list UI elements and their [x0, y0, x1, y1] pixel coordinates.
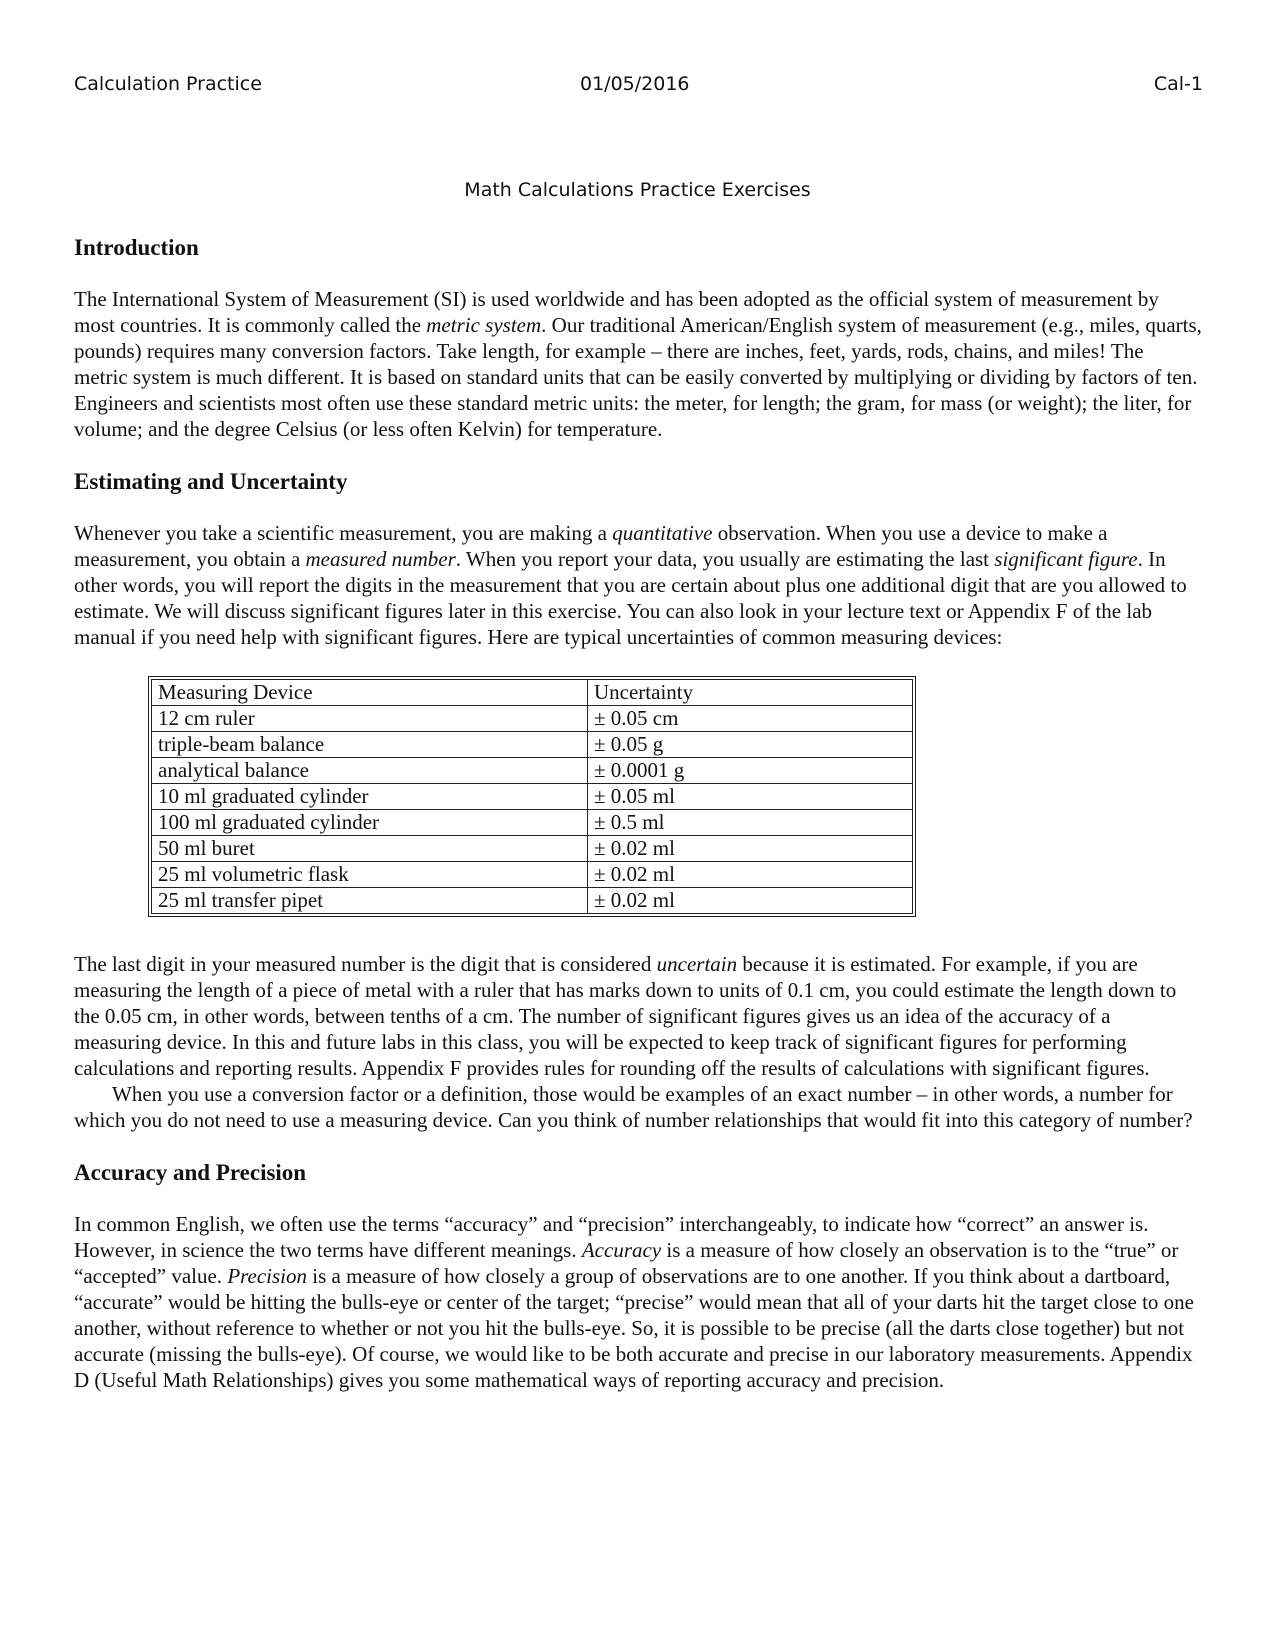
text-run: is a measure of how closely a group of observations are to one another. If you think about a dartboard, “accurate” would be hitting the bulls-eye or center of the target; “precise” would mean that all of your darts hit the target close to one another, without reference to whether or not you hit the bulls-eye. So, it is possible to be precise (all the darts close together) but not accurate (missing the bulls-eye). Of course, we would like to be both accurate and precise in our laboratory measurements. Appendix D (Useful Math Relationships) gives you some mathematical ways of reporting accuracy and precision.	[74, 1264, 1194, 1392]
uncertainty-cell: ± 0.05 g	[588, 732, 913, 758]
document-body	[74, 234, 1202, 1393]
device-cell: 25 ml transfer pipet	[152, 888, 588, 914]
uncertainty-table-frame	[148, 676, 916, 917]
document-title: Math Calculations Practice Exercises	[464, 179, 811, 201]
table-row	[152, 810, 913, 836]
uncertainty-table	[151, 679, 913, 914]
table-row	[152, 888, 913, 914]
emphasis-text: Accuracy	[581, 1238, 662, 1262]
device-cell: triple-beam balance	[152, 732, 588, 758]
text-run: In common English, we often use the terms “accuracy” and “precision” interchangeably, to indicate how “correct” an answer is. However, in science the two terms have different meanings.	[74, 1212, 1149, 1262]
table-row	[152, 732, 913, 758]
header-page-code: Cal-1	[1153, 73, 1203, 95]
text-run: . When you report your data, you usually are estimating the last	[455, 547, 995, 571]
text-run: observation. When you use a device to make a measurement, you obtain a	[74, 521, 1108, 571]
uncertainty-cell: ± 0.02 ml	[588, 862, 913, 888]
text-run: . Our traditional American/English system of measurement (e.g., miles, quarts, pounds) requires many conversion factors. Take length, for example – there are inches, feet, yards, rods, chains, and miles! The metric system is much different. It is based on standard units that can be easily converted by multiplying or dividing by factors of ten. Engineers and scientists most often use these standard metric units: the meter, for length; the gram, for mass (or weight); the liter, for volume; and the degree Celsius (or less often Kelvin) for temperature.	[74, 313, 1202, 441]
text-run: because it is estimated. For example, if you are measuring the length of a piece of metal with a ruler that has marks down to units of 0.1 cm, you could estimate the length down to the 0.05 cm, in other words, between tenths of a cm. The number of significant figures gives us an idea of the accuracy of a measuring device. In this and future labs in this class, you will be expected to keep track of significant figures for performing calculations and reporting results. Appendix F provides rules for rounding off the results of calculations with significant figures.	[74, 952, 1177, 1080]
text-run: . In other words, you will report the digits in the measurement that you are certain about plus one additional digit that are you allowed to estimate. We will discuss significant figures later in this exercise. You can also look in your lecture text or Appendix F of the lab manual if you need help with significant figures. Here are typical uncertainties of common measuring devices:	[74, 547, 1187, 649]
header-date: 01/05/2016	[580, 73, 690, 95]
emphasis-text: measured number	[305, 547, 456, 571]
heading-introduction: Introduction	[74, 235, 199, 260]
header-title: Calculation Practice	[74, 73, 262, 95]
emphasis-text: metric system	[426, 313, 542, 337]
table-row	[152, 836, 913, 862]
table-row	[152, 862, 913, 888]
device-cell: 25 ml volumetric flask	[152, 862, 588, 888]
estimating-paragraph	[74, 520, 1202, 650]
uncertainty-cell: ± 0.02 ml	[588, 836, 913, 862]
text-run: Whenever you take a scientific measurement, you are making a	[74, 521, 613, 545]
table-row	[152, 758, 913, 784]
table-header-row	[152, 680, 913, 706]
emphasis-text: quantitative	[612, 521, 713, 545]
uncertain-digit-paragraph	[74, 951, 1202, 1081]
text-run: is a measure of how closely an observation is to the “true” or “accepted” value.	[74, 1238, 1179, 1288]
uncertainty-cell: ± 0.02 ml	[588, 888, 913, 914]
column-header-uncertainty: Uncertainty	[588, 680, 913, 706]
intro-paragraph	[74, 286, 1202, 442]
device-cell: 12 cm ruler	[152, 706, 588, 732]
device-cell: 10 ml graduated cylinder	[152, 784, 588, 810]
heading-estimating: Estimating and Uncertainty	[74, 469, 348, 494]
device-cell: analytical balance	[152, 758, 588, 784]
exact-number-paragraph: When you use a conversion factor or a definition, those would be examples of an exact number – in other words, a number for which you do not need to use a measuring device. Can you think of number relationships that would fit into this category of number?	[74, 1082, 1193, 1132]
table-row	[152, 706, 913, 732]
table-row	[152, 784, 913, 810]
uncertainty-cell: ± 0.05 ml	[588, 784, 913, 810]
uncertainty-cell: ± 0.05 cm	[588, 706, 913, 732]
text-run: The International System of Measurement (SI) is used worldwide and has been adopted as the official system of measurement by most countries. It is commonly called the	[74, 287, 1159, 337]
accuracy-paragraph	[74, 1211, 1202, 1393]
heading-accuracy-precision: Accuracy and Precision	[74, 1160, 307, 1185]
emphasis-text: significant figure	[994, 547, 1138, 571]
uncertainty-cell: ± 0.5 ml	[588, 810, 913, 836]
text-run: The last digit in your measured number is the digit that is considered	[74, 952, 657, 976]
emphasis-text: uncertain	[656, 952, 738, 976]
column-header-device: Measuring Device	[152, 680, 588, 706]
device-cell: 50 ml buret	[152, 836, 588, 862]
device-cell: 100 ml graduated cylinder	[152, 810, 588, 836]
uncertainty-cell: ± 0.0001 g	[588, 758, 913, 784]
emphasis-text: Precision	[227, 1264, 308, 1288]
